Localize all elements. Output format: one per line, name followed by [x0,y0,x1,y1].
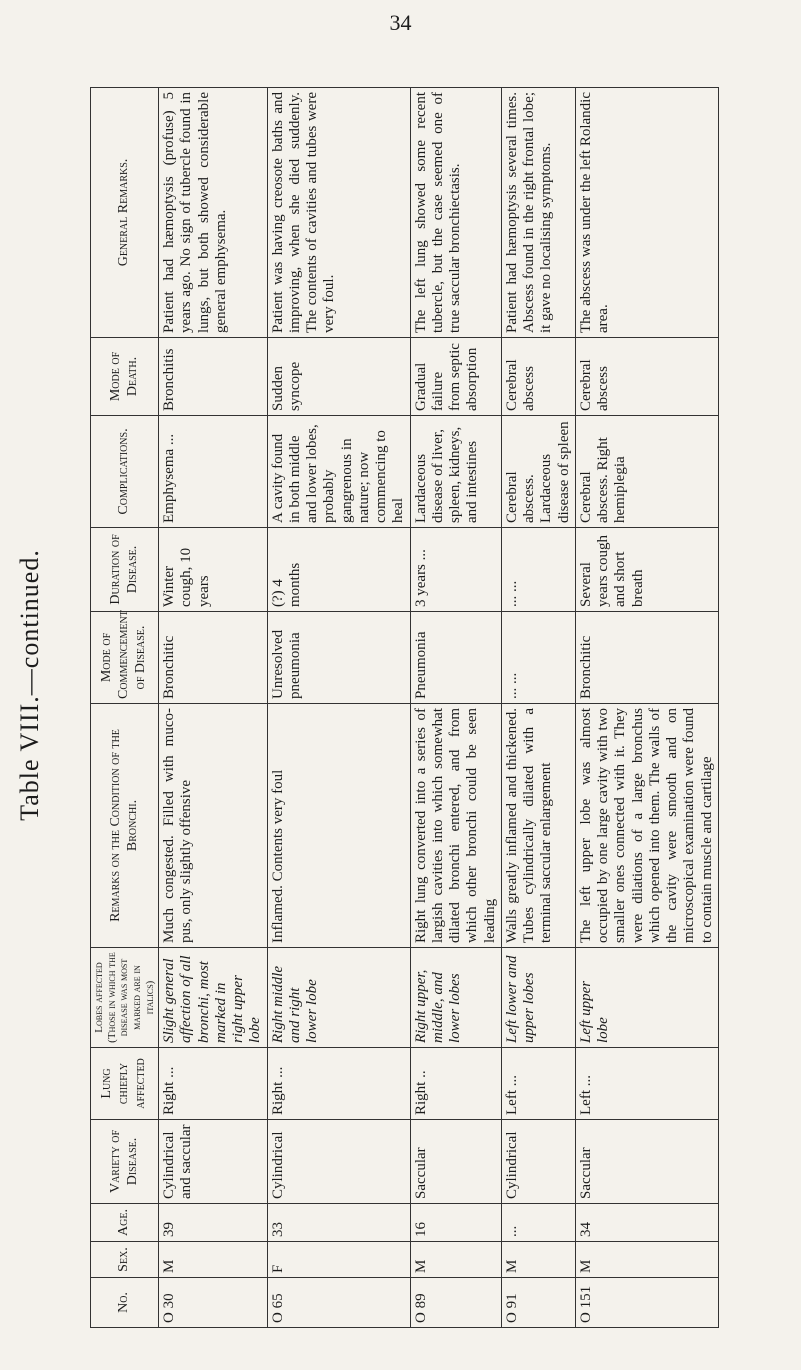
cell-lobes [159,948,268,1048]
header-general: General Remarks. [91,88,159,338]
cell-commencement: ... ... [501,612,575,704]
cell-bronchi: Right lung converted into a series of largish cavities into which somewhat dilated bronchi entered, and from which other bronchi could be seen leading [410,704,501,948]
cell-death: Cerebral abscess [501,338,575,416]
header-bronchi: Remarks on the Condition of the Bronchi. [91,704,159,948]
cell-lobes [410,948,501,1048]
cell-lung: Left ... [575,1048,718,1120]
header-commencement: Mode of Commencement of Disease. [91,612,159,704]
table-row [410,88,501,1328]
cell-no: O 89 [410,1278,501,1328]
cell-sex: F [267,1242,410,1278]
cell-no: O 151 [575,1278,718,1328]
cell-bronchi: Much congested. Filled with muco-pus, only slightly offensive [159,704,268,948]
header-no: No. [91,1278,159,1328]
cell-complications: Emphysema ... [159,416,268,528]
cell-lobes-text: Left lower and upper lobes [503,955,538,1043]
rotated-table-container [90,88,715,1328]
cell-sex: M [410,1242,501,1278]
cell-sex: M [575,1242,718,1278]
table-title-container [0,0,60,1370]
header-row [91,88,159,1328]
table-row [267,88,410,1328]
cell-lung: Left ... [501,1048,575,1120]
table-title: Table VIII.—continued. [15,549,44,821]
cell-variety: Cylindrical and saccular [159,1120,268,1204]
table-row [575,88,718,1328]
cell-duration: ... ... [501,528,575,612]
cell-bronchi: Inflamed. Contents very foul [267,704,410,948]
cell-bronchi: The left upper lobe was almost occupied by one large cavity with two smaller ones connected with it. They were dilations of a large bronchus which opened into them. The walls of the cavity were smooth and on microscopical examination were found to contain muscle and cartilage [575,704,718,948]
cell-commencement: Bronchitic [159,612,268,704]
cell-commencement: Unresolved pneumonia [267,612,410,704]
cell-age: 16 [410,1204,501,1242]
cell-lung: Right ... [159,1048,268,1120]
cell-age: 34 [575,1204,718,1242]
header-duration: Duration of Disease. [91,528,159,612]
header-lobes: Lobes affected (Those in which the disease was most marked are in italics) [91,948,159,1048]
cell-general: Patient had hæmoptysis several times. Abscess found in the right frontal lobe; it gave no localising symptoms. [501,88,575,338]
header-complications: Complications. [91,416,159,528]
cell-lobes [267,948,410,1048]
cell-age: 33 [267,1204,410,1242]
table-row [501,88,575,1328]
cell-variety: Cylindrical [501,1120,575,1204]
cell-duration: 3 years ... [410,528,501,612]
cell-sex: M [501,1242,575,1278]
cell-no: O 65 [267,1278,410,1328]
cell-death: Gradual failure from septic absorption [410,338,501,416]
cell-duration: Several years cough and short breath [575,528,718,612]
header-variety: Variety of Disease. [91,1120,159,1204]
cell-bronchi: Walls greatly inflamed and thickened. Tubes cylindrically dilated with a terminal saccular enlargement [501,704,575,948]
table-row [159,88,268,1328]
cell-general: Patient had hæmoptysis (profuse) 5 years ago. No sign of tubercle found in lungs, but both showed considerable general emphysema. [159,88,268,338]
cell-lung: Right .. [410,1048,501,1120]
cell-no: O 91 [501,1278,575,1328]
cell-death: Sudden syncope [267,338,410,416]
cell-age: 39 [159,1204,268,1242]
cell-duration: (?) 4 months [267,528,410,612]
cell-death: Cerebral abscess [575,338,718,416]
header-age: Age. [91,1204,159,1242]
cell-lung: Right ... [267,1048,410,1120]
cell-lobes-text: Slight general affection of all bronchi, most marked in right upper lobe [161,955,264,1043]
cell-variety: Saccular [575,1120,718,1204]
cell-complications: Cerebral abscess. Lardaceous disease of spleen [501,416,575,528]
cell-general: The left lung showed some recent tubercle, but the case seemed one of true saccular bronchiectasis. [410,88,501,338]
cell-death: Bronchitis [159,338,268,416]
case-table [90,87,719,1328]
cell-commencement: Pneumonia [410,612,501,704]
cell-lobes [501,948,575,1048]
cell-variety: Saccular [410,1120,501,1204]
cell-age: ... [501,1204,575,1242]
cell-complications: Lardaceous disease of liver, spleen, kidneys, and intestines [410,416,501,528]
page-number: 34 [389,10,412,35]
cell-sex: M [159,1242,268,1278]
header-sex: Sex. [91,1242,159,1278]
cell-general: The abscess was under the left Rolandic area. [575,88,718,338]
header-lung: Lung chiefly affected [91,1048,159,1120]
cell-complications: Cerebral abscess. Right hemiplegia [575,416,718,528]
cell-lobes-text: Left upper lobe [577,980,612,1043]
cell-lobes-text: Right upper, middle, and lower lobes [412,969,464,1043]
cell-variety: Cylindrical [267,1120,410,1204]
cell-commencement: Bronchitic [575,612,718,704]
cell-general: Patient was having creosote baths and improving, when she died suddenly. The contents of cavities and tubes were very foul. [267,88,410,338]
header-death: Mode of Death. [91,338,159,416]
cell-lobes [575,948,718,1048]
cell-complications: A cavity found in both middle and lower lobes, probably gangrenous in nature; now commencing to heal [267,416,410,528]
cell-lobes-text: Right middle and right lower lobe [269,965,321,1043]
cell-duration: Winter cough, 10 years [159,528,268,612]
cell-no: O 30 [159,1278,268,1328]
